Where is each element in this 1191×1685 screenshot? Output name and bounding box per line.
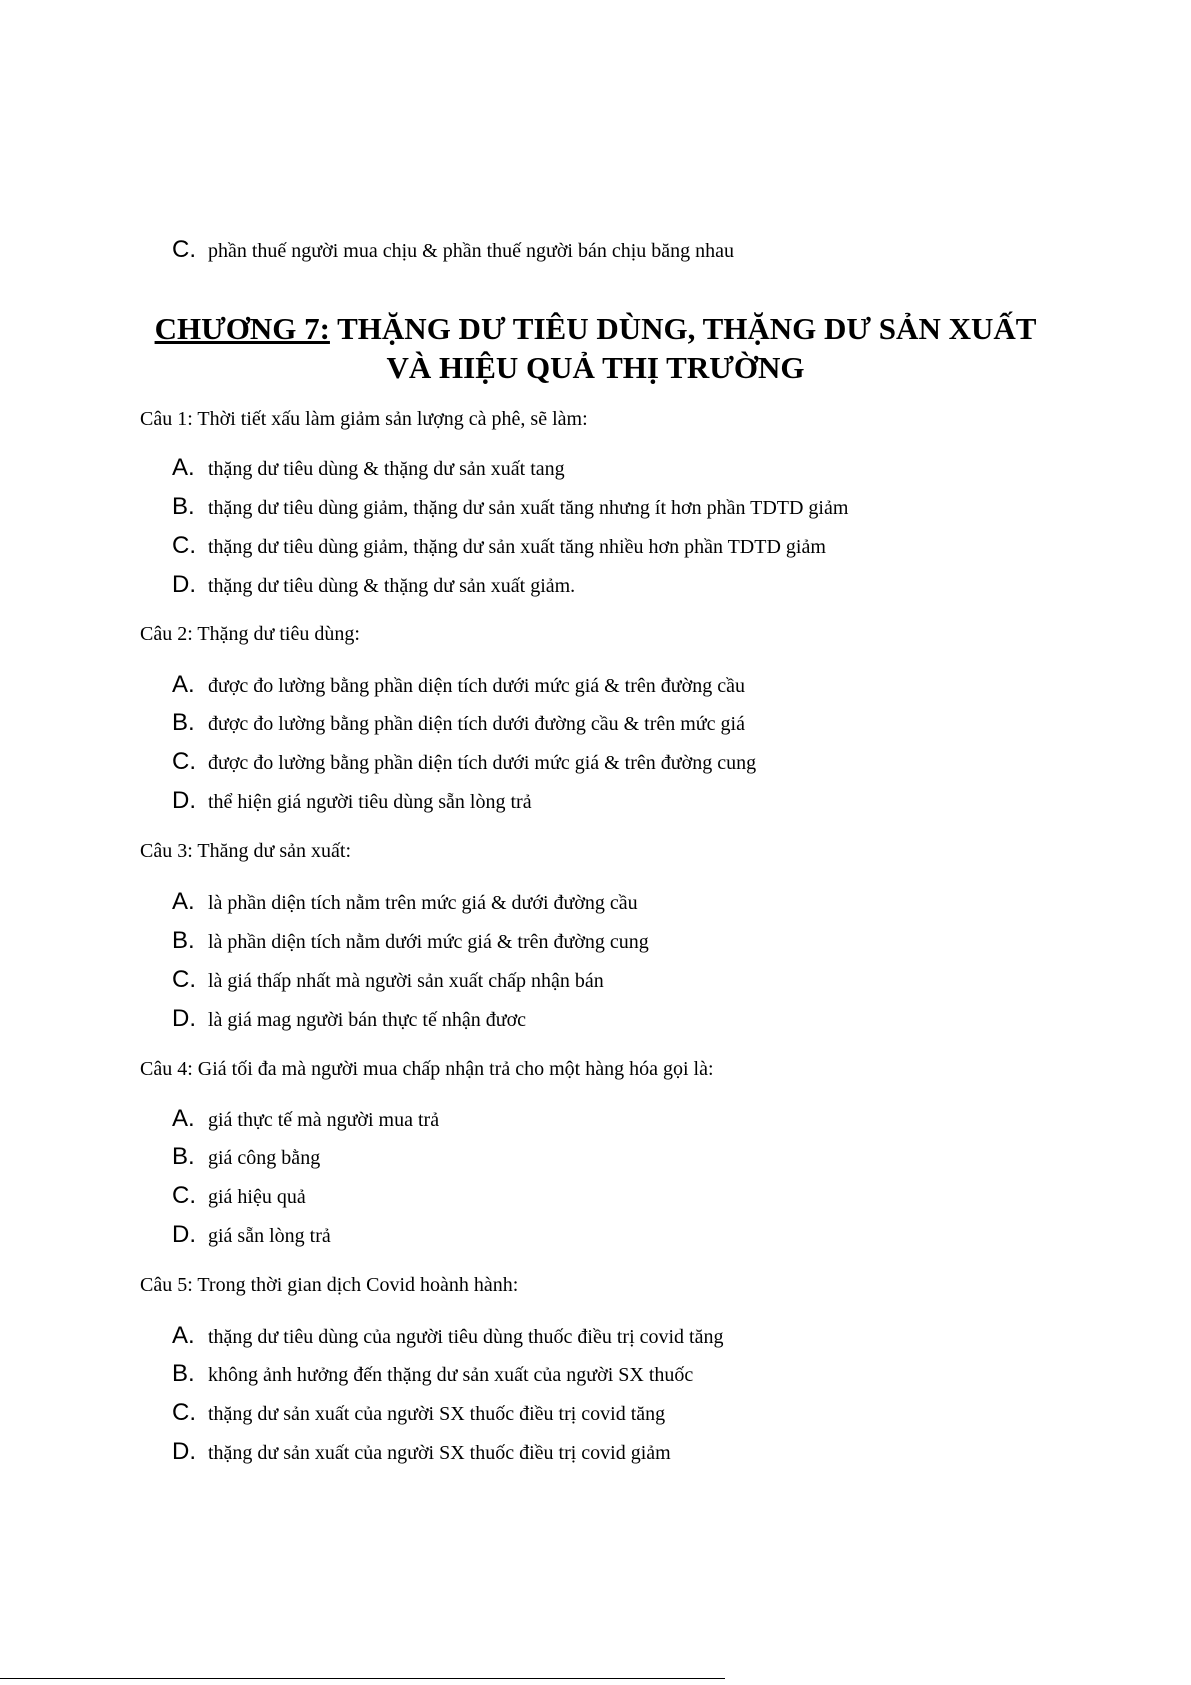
option-letter: C. <box>172 236 196 263</box>
option-letter: B. <box>172 927 195 954</box>
option-letter: C. <box>172 1182 196 1209</box>
option-letter: B. <box>172 1143 195 1170</box>
option-text: là phần diện tích nằm trên mức giá & dưới đường cầu <box>208 892 638 914</box>
option-text: không ảnh hưởng đến thặng dư sản xuất của người SX thuốc <box>208 1364 694 1386</box>
option-letter: C. <box>172 1399 196 1426</box>
q1-option-b <box>172 495 848 520</box>
option-text: thể hiện giá người tiêu dùng sẵn lòng trả <box>208 791 532 813</box>
option-letter: C. <box>172 966 196 993</box>
option-text: là giá mag người bán thực tế nhận đươc <box>208 1009 527 1031</box>
option-letter: D. <box>172 1438 196 1465</box>
chapter-label: CHƯƠNG 7: <box>154 311 330 346</box>
option-text: thặng dư tiêu dùng giảm, thặng dư sản xuất tăng nhiều hơn phần TDTD giảm <box>208 536 826 558</box>
q1-option-d <box>172 573 575 598</box>
q3-option-d <box>172 1007 526 1032</box>
q1-option-c <box>172 534 826 559</box>
question-4-prompt: Câu 4: Giá tối đa mà người mua chấp nhận trả cho một hàng hóa gọi là: <box>140 1058 714 1080</box>
option-letter: D. <box>172 1005 196 1032</box>
option-text: được đo lường bằng phần diện tích dưới mức giá & trên đường cung <box>208 752 757 774</box>
option-letter: B. <box>172 1360 195 1387</box>
option-text: thặng dư sản xuất của người SX thuốc điều trị covid giảm <box>208 1442 671 1464</box>
option-text: giá hiệu quả <box>208 1186 306 1208</box>
option-text: thặng dư tiêu dùng & thặng dư sản xuất giảm. <box>208 575 576 597</box>
option-letter: A. <box>172 888 195 915</box>
option-letter: B. <box>172 709 195 736</box>
option-letter: D. <box>172 787 196 814</box>
q4-option-c <box>172 1184 306 1209</box>
option-text: thặng dư tiêu dùng của người tiêu dùng thuốc điều trị covid tăng <box>208 1326 724 1348</box>
chapter-heading-line2 <box>0 348 1191 388</box>
question-3-prompt: Câu 3: Thăng dư sản xuất: <box>140 840 351 862</box>
q2-option-d <box>172 789 532 814</box>
q5-option-d <box>172 1440 671 1465</box>
option-text: được đo lường bằng phần diện tích dưới đường cầu & trên mức giá <box>208 713 745 735</box>
q3-option-c <box>172 968 604 993</box>
option-letter: A. <box>172 671 195 698</box>
option-text: là giá thấp nhất mà người sản xuất chấp nhận bán <box>208 970 604 992</box>
option-text: thặng dư sản xuất của người SX thuốc điều trị covid tăng <box>208 1403 666 1425</box>
option-text: giá sẵn lòng trả <box>208 1225 331 1247</box>
q5-option-a <box>172 1324 724 1349</box>
q3-option-a <box>172 890 638 915</box>
option-letter: A. <box>172 1322 195 1349</box>
q4-option-b <box>172 1145 320 1170</box>
option-text: giá thực tế mà người mua trả <box>208 1109 440 1131</box>
option-letter: A. <box>172 454 195 481</box>
option-text: thặng dư tiêu dùng & thặng dư sản xuất tang <box>208 458 565 480</box>
chapter-heading-line1 <box>0 309 1191 349</box>
question-1-prompt: Câu 1: Thời tiết xấu làm giảm sản lượng cà phê, sẽ làm: <box>140 408 588 430</box>
q2-option-c <box>172 750 756 775</box>
q4-option-a <box>172 1107 439 1132</box>
chapter-title-line2: VÀ HIỆU QUẢ THỊ TRƯỜNG <box>386 350 805 385</box>
option-letter: D. <box>172 571 196 598</box>
q3-option-b <box>172 929 649 954</box>
q5-option-b <box>172 1362 693 1387</box>
bottom-rule-dashed <box>595 1678 725 1679</box>
chapter-title-line1: THẶNG DƯ TIÊU DÙNG, THẶNG DƯ SẢN XUẤT <box>329 311 1037 346</box>
option-letter: C. <box>172 532 196 559</box>
q5-option-c <box>172 1401 665 1426</box>
option-text: được đo lường bằng phần diện tích dưới mức giá & trên đường cầu <box>208 675 745 697</box>
q1-option-a <box>172 456 565 481</box>
option-letter: D. <box>172 1221 196 1248</box>
question-2-prompt: Câu 2: Thặng dư tiêu dùng: <box>140 623 360 645</box>
option-text: thặng dư tiêu dùng giảm, thặng dư sản xuất tăng nhưng ít hơn phần TDTD giảm <box>208 497 849 519</box>
q4-option-d <box>172 1223 331 1248</box>
option-text: giá công bằng <box>208 1147 321 1169</box>
option-text: là phần diện tích nằm dưới mức giá & trên đường cung <box>208 931 649 953</box>
option-letter: A. <box>172 1105 195 1132</box>
option-text: phần thuế người mua chịu & phần thuế người bán chịu băng nhau <box>208 240 735 262</box>
option-letter: C. <box>172 748 196 775</box>
question-5-prompt: Câu 5: Trong thời gian dịch Covid hoành hành: <box>140 1274 519 1296</box>
q2-option-b <box>172 711 745 736</box>
carryover-option <box>172 238 734 263</box>
q2-option-a <box>172 673 745 698</box>
option-letter: B. <box>172 493 195 520</box>
